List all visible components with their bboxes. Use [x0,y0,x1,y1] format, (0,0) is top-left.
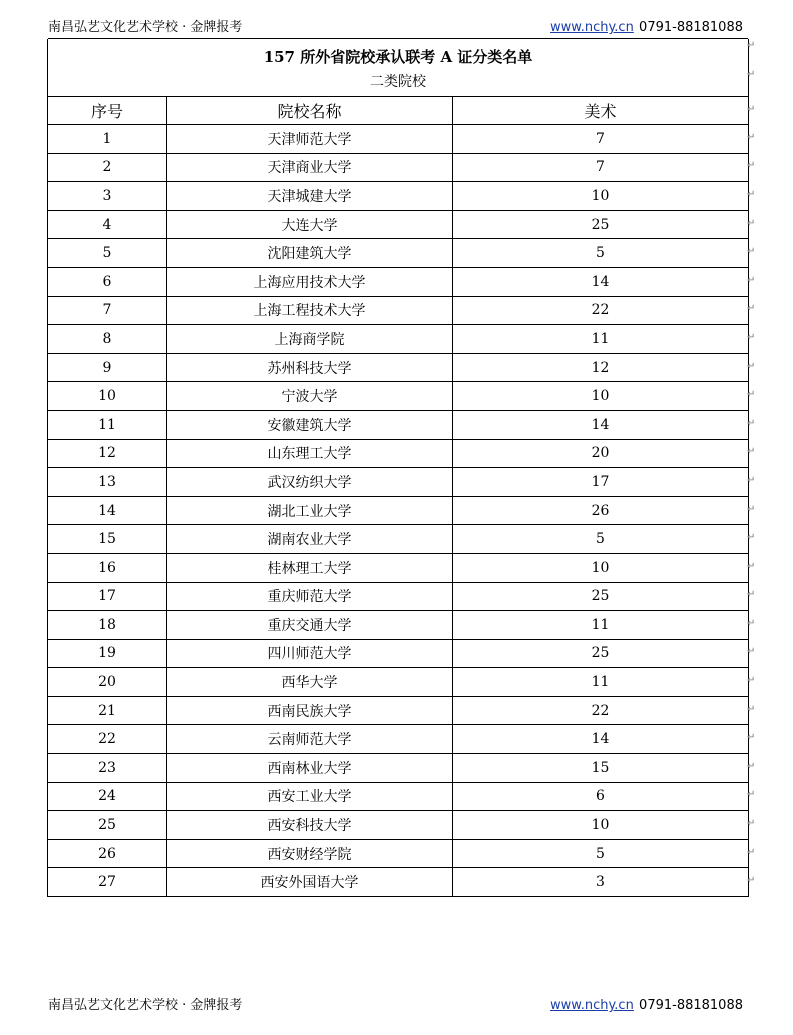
paragraph-mark-icon: ↵ [747,532,756,544]
table-row [48,239,749,268]
row-art-count: 20 [453,439,749,468]
school-list-table [47,39,749,897]
table-row [48,582,749,611]
row-index: 11 [48,410,167,439]
table-row [48,525,749,554]
header-phone: 0791-88181088 [639,20,743,35]
row-school-name: 上海工程技术大学 [167,296,453,325]
table-row [48,725,749,754]
paragraph-mark-icon: ↵ [747,40,756,51]
row-art-count: 7 [453,125,749,154]
row-index: 9 [48,353,167,382]
column-header-art: 美术 [453,97,749,125]
table-row [48,182,749,211]
paragraph-mark-icon: ↵ [747,760,756,772]
row-index: 18 [48,611,167,640]
row-school-name: 沈阳建筑大学 [167,239,453,268]
row-school-name: 安徽建筑大学 [167,410,453,439]
row-index: 26 [48,839,167,868]
paragraph-mark-icon: ↵ [747,474,756,486]
row-art-count: 5 [453,525,749,554]
row-art-count: 12 [453,353,749,382]
table-subtitle: 二类院校 [370,73,426,90]
table-row [48,668,749,697]
paragraph-mark-icon: ↵ [747,274,756,286]
paragraph-mark-icon: ↵ [747,875,756,887]
row-art-count: 10 [453,182,749,211]
table-row [48,296,749,325]
paragraph-mark-icon: ↵ [747,732,756,744]
table-row [48,782,749,811]
table-row [48,210,749,239]
paragraph-mark-icon: ↵ [747,446,756,458]
paragraph-mark-icon: ↵ [747,417,756,429]
row-art-count: 3 [453,868,749,897]
paragraph-mark-icon: ↵ [747,703,756,715]
paragraph-mark-icon: ↵ [747,646,756,658]
row-index: 21 [48,696,167,725]
table-body [48,39,749,897]
table-row [48,125,749,154]
title-row [48,39,749,97]
row-art-count: 26 [453,496,749,525]
paragraph-mark-icon: ↵ [747,675,756,687]
footer-website-link[interactable]: www.nchy.cn [550,998,634,1013]
table-row [48,553,749,582]
row-art-count: 5 [453,839,749,868]
paragraph-mark-icon: ↵ [747,846,756,858]
paragraph-mark-icon: ↵ [747,131,756,143]
row-index: 23 [48,754,167,783]
table-row [48,267,749,296]
row-school-name: 上海应用技术大学 [167,267,453,296]
row-index: 1 [48,125,167,154]
row-art-count: 25 [453,582,749,611]
table-row [48,839,749,868]
row-index: 4 [48,210,167,239]
row-art-count: 14 [453,725,749,754]
table-row [48,468,749,497]
row-art-count: 14 [453,410,749,439]
table-row [48,439,749,468]
row-art-count: 25 [453,210,749,239]
header-school-name: 南昌弘艺文化艺术学校 · 金牌报考 [48,20,243,35]
column-header-index: 序号 [48,97,167,125]
row-school-name: 湖北工业大学 [167,496,453,525]
header-row [48,97,749,125]
table-row [48,325,749,354]
row-art-count: 17 [453,468,749,497]
row-art-count: 5 [453,239,749,268]
paragraph-mark-icon: ↵ [747,589,756,601]
row-school-name: 山东理工大学 [167,439,453,468]
row-art-count: 10 [453,553,749,582]
row-index: 14 [48,496,167,525]
row-index: 6 [48,267,167,296]
paragraph-mark-icon: ↵ [747,617,756,629]
paragraph-mark-icon: ↵ [747,68,756,80]
row-index: 10 [48,382,167,411]
row-index: 19 [48,639,167,668]
paragraph-mark-icon: ↵ [747,246,756,258]
footer-phone: 0791-88181088 [639,998,743,1013]
page-header [48,19,743,37]
row-art-count: 7 [453,153,749,182]
row-index: 22 [48,725,167,754]
row-index: 20 [48,668,167,697]
row-index: 15 [48,525,167,554]
row-school-name: 西南民族大学 [167,696,453,725]
row-school-name: 大连大学 [167,210,453,239]
title-cell [48,39,749,97]
paragraph-mark-icon: ↵ [747,103,756,115]
row-index: 3 [48,182,167,211]
row-school-name: 天津师范大学 [167,125,453,154]
row-index: 8 [48,325,167,354]
row-index: 5 [48,239,167,268]
table-row [48,696,749,725]
table-row [48,811,749,840]
paragraph-mark-icon: ↵ [747,789,756,801]
row-school-name: 西安外国语大学 [167,868,453,897]
table-title: 157 所外省院校承认联考 A 证分类名单 [263,47,533,66]
row-school-name: 西安工业大学 [167,782,453,811]
row-art-count: 10 [453,811,749,840]
table-row [48,496,749,525]
paragraph-mark-icon: ↵ [747,560,756,572]
row-art-count: 15 [453,754,749,783]
row-index: 24 [48,782,167,811]
row-school-name: 西华大学 [167,668,453,697]
paragraph-mark-icon: ↵ [747,360,756,372]
paragraph-mark-icon: ↵ [747,818,756,830]
row-art-count: 14 [453,267,749,296]
row-school-name: 湖南农业大学 [167,525,453,554]
paragraph-mark-icon: ↵ [747,503,756,515]
paragraph-mark-icon: ↵ [747,160,756,172]
paragraph-mark-icon: ↵ [747,303,756,315]
row-school-name: 天津商业大学 [167,153,453,182]
row-school-name: 重庆交通大学 [167,611,453,640]
row-school-name: 西安科技大学 [167,811,453,840]
column-header-school: 院校名称 [167,97,453,125]
table-row [48,754,749,783]
row-school-name: 苏州科技大学 [167,353,453,382]
row-school-name: 上海商学院 [167,325,453,354]
table-row [48,382,749,411]
row-art-count: 11 [453,325,749,354]
row-art-count: 25 [453,639,749,668]
row-school-name: 宁波大学 [167,382,453,411]
row-index: 16 [48,553,167,582]
row-index: 27 [48,868,167,897]
row-index: 12 [48,439,167,468]
row-index: 25 [48,811,167,840]
row-art-count: 22 [453,696,749,725]
paragraph-mark-icon: ↵ [747,217,756,229]
row-art-count: 11 [453,668,749,697]
row-art-count: 6 [453,782,749,811]
row-index: 17 [48,582,167,611]
row-index: 13 [48,468,167,497]
table-row [48,353,749,382]
row-school-name: 四川师范大学 [167,639,453,668]
row-school-name: 重庆师范大学 [167,582,453,611]
paragraph-mark-icon: ↵ [747,331,756,343]
row-school-name: 天津城建大学 [167,182,453,211]
row-index: 7 [48,296,167,325]
footer-school-name: 南昌弘艺文化艺术学校 · 金牌报考 [48,998,243,1013]
row-school-name: 西安财经学院 [167,839,453,868]
table-row [48,639,749,668]
row-school-name: 云南师范大学 [167,725,453,754]
row-art-count: 11 [453,611,749,640]
page-footer [48,997,743,1015]
table-row [48,410,749,439]
table-row [48,153,749,182]
table-row [48,611,749,640]
row-index: 2 [48,153,167,182]
row-art-count: 10 [453,382,749,411]
header-website-link[interactable]: www.nchy.cn [550,20,634,35]
paragraph-mark-icon: ↵ [747,188,756,200]
table-row [48,868,749,897]
row-school-name: 武汉纺织大学 [167,468,453,497]
paragraph-mark-icon: ↵ [747,389,756,401]
row-school-name: 西南林业大学 [167,754,453,783]
row-art-count: 22 [453,296,749,325]
row-school-name: 桂林理工大学 [167,553,453,582]
